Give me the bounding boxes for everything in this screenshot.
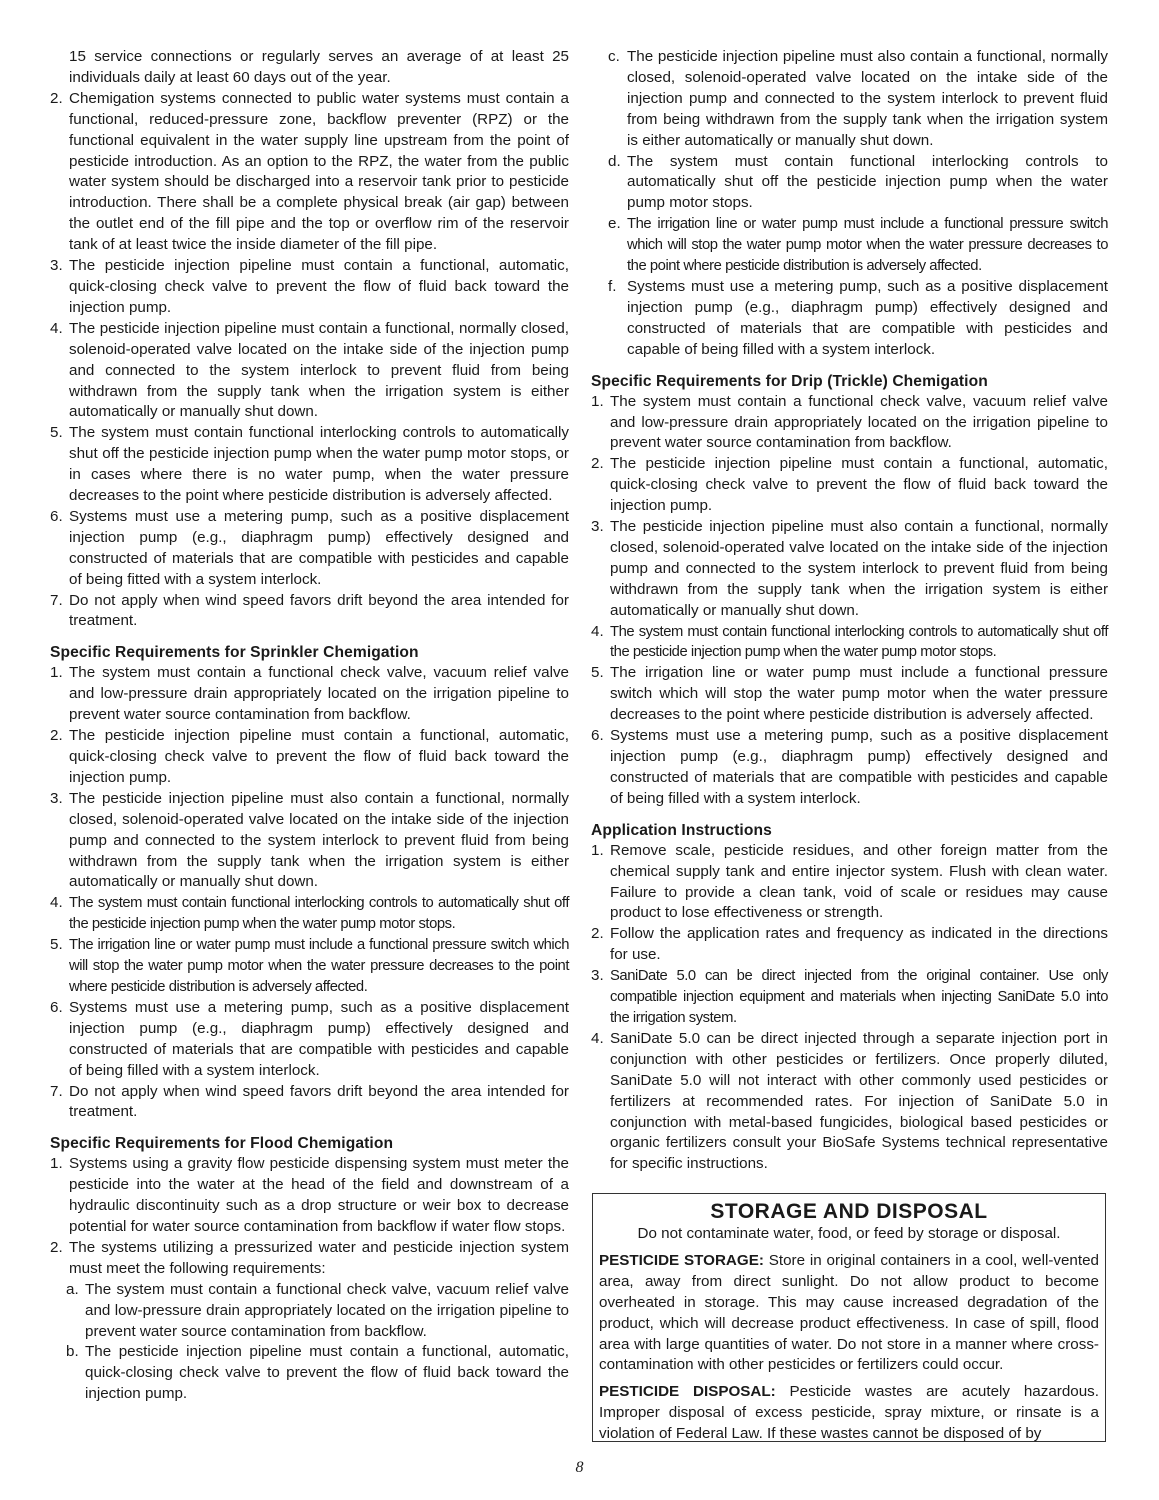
list-item: 1. Systems using a gravity flow pesticide dispensing system must meter the pesticide into the water at the head of the field and downstream of a hydraulic discontinuity such as a drop structure or weir box to decrease potential for water source contamination from backflow if water flow stops. [50,1155,569,1236]
list-item: 1. The system must contain a functional check valve, vacuum relief valve and low-pressure drain appropriately located on the irrigation pipeline to prevent water source contamination from backflow. [591,392,1108,452]
list-item: 3. The pesticide injection pipeline must contain a functional, automatic, quick-closing check valve to prevent the flow of fluid back toward the injection pump. [50,257,569,316]
list-item: 3. The pesticide injection pipeline must also contain a functional, normally closed, solenoid-operated valve located on the intake side of the injection pump and connected to the system interlock to prevent fluid from being withdrawn from the supply tank when the irrigation system is either automatically or manually shut down. [50,789,569,891]
list-item: 7. Do not apply when wind speed favors drift beyond the area intended for treatment. [50,591,569,630]
storage-text: Store in original containers in a cool, well-vented area, away from direct sunlight. Do not allow product to become overheated in storage. This may cause increased degradation of the product, which will decrease product effectiveness. In case of spill, flood area with large quantities of water. Do not store in a manner where cross-contamination with other pesticides or fertilizers could occur. [599,1251,1099,1374]
list-item: 5. The irrigation line or water pump must include a functional pressure switch which will stop the water pump motor when the water pressure decreases to the point where pesticide distribution is adversely affected. [50,936,569,995]
list-item: 5. The system must contain functional interlocking controls to automatically shut off the pesticide injection pump when the water pump motor stops, or in cases where there is no water pump, when the water pressure decreases to the point where pesticide distribution is adversely affected. [50,424,569,505]
storage-title: STORAGE AND DISPOSAL [710,1200,988,1223]
list-item: 2. The pesticide injection pipeline must contain a functional, automatic, quick-closing check valve to prevent the flow of fluid back toward the injection pump. [50,727,569,786]
intro-continuation: 15 service connections or regularly serves an average of at least 25 individuals daily at least 60 days out of the year. [69,48,569,86]
list-item: 4. The system must contain functional interlocking controls to automatically shut off the pesticide injection pump when the water pump motor stops. [50,894,569,933]
sprinkler-heading: Specific Requirements for Sprinkler Chemigation [50,644,419,662]
list-item: 4. The pesticide injection pipeline must contain a functional, normally closed, solenoid-operated valve located on the intake side of the injection pump and connected to the system interlock to prevent fluid from being withdrawn from the supply tank when the irrigation system is either automatically or manually shut down. [50,319,569,421]
disposal-text: Pesticide wastes are acutely hazardous. Improper disposal of excess pesticide, spray mixture, or rinsate is a violation of Federal Law. If these wastes cannot be disposed of by [599,1383,1099,1442]
list-item: 2. Chemigation systems connected to public water systems must contain a functional, reduced-pressure zone, backflow preventer (RPZ) or the functional equivalent in the water supply line upstream from the point of pesticide introduction. As an option to the RPZ, the water from the public water system should be discharged into a reservoir tank prior to pesticide introduction. There shall be a complete physical break (air gap) between the outlet end of the fill pipe and the top or overflow rim of the reservoir tank of at least twice the inside diameter of the fill pipe. [50,89,569,254]
drip-heading: Specific Requirements for Drip (Trickle) Chemigation [591,372,988,390]
storage-disposal-box [592,1193,1106,1442]
list-item: 6. Systems must use a metering pump, such as a positive displacement injection pump (e.g., diaphragm pump) effectively designed and constructed of materials that are compatible with pesticides and capable of being filled with a system interlock. [50,998,569,1079]
storage-label: PESTICIDE STORAGE: [599,1251,764,1269]
sub-list-item: e. The irrigation line or water pump must include a functional pressure switch which will stop the water pump motor when the water pressure decreases to the point where pesticide distribution is adversely affected. [608,215,1108,275]
sub-list-item: c. The pesticide injection pipeline must also contain a functional, normally closed, solenoid-operated valve located on the intake side of the injection pump and connected to the system interlock to prevent fluid from being withdrawn from the supply tank when the irrigation system is either automatically or manually shut down. [608,48,1108,149]
list-item: 1. The system must contain a functional check valve, vacuum relief valve and low-pressure drain appropriately located on the irrigation pipeline to prevent water source contamination from backflow. [50,664,569,724]
disposal-label: PESTICIDE DISPOSAL: [599,1383,776,1401]
sub-list-item: f. Systems must use a metering pump, such as a positive displacement injection pump (e.g., diaphragm pump) effectively designed and constructed of materials that are compatible with pesticides and capable of being filled with a system interlock. [608,277,1108,358]
sub-list-item: b. The pesticide injection pipeline must contain a functional, automatic, quick-closing check valve to prevent the flow of fluid back toward the injection pump. [66,1343,569,1403]
flood-heading: Specific Requirements for Flood Chemigation [50,1135,394,1153]
list-item: 3. The pesticide injection pipeline must also contain a functional, normally closed, solenoid-operated valve located on the intake side of the injection pump and connected to the system interlock to prevent fluid from being withdrawn from the supply tank when the irrigation system is either automatically or manually shut down. [591,518,1108,619]
list-item: 6. Systems must use a metering pump, such as a positive displacement injection pump (e.g., diaphragm pump) effectively designed and constructed of materials that are compatible with pesticides and capable of being fitted with a system interlock. [50,507,569,588]
disposal-paragraph [599,1382,1099,1442]
list-item: 2. The pesticide injection pipeline must contain a functional, automatic, quick-closing check valve to prevent the flow of fluid back toward the injection pump. [591,455,1108,515]
list-item: 5. The irrigation line or water pump must include a functional pressure switch which will stop the water pump motor when the water pressure decreases to the point where pesticide distribution is adversely affected. [591,664,1108,724]
list-item: 2. The systems utilizing a pressurized water and pesticide injection system must meet the following requirements: [50,1238,569,1277]
list-item: 7. Do not apply when wind speed favors drift beyond the area intended for treatment. [50,1082,569,1121]
storage-subtitle: Do not contaminate water, food, or feed by storage or disposal. [637,1225,1061,1242]
page-number: 8 [575,1459,584,1476]
list-item: 3. SaniDate 5.0 can be direct injected from the original container. Use only compatible injection equipment and materials when injecting SaniDate 5.0 into the irrigation system. [591,967,1108,1026]
left-column [50,47,569,1405]
application-heading: Application Instructions [591,821,772,839]
right-column [591,47,1108,1175]
list-item: 2. Follow the application rates and frequency as indicated in the directions for use. [591,925,1108,964]
list-item: 4. The system must contain functional interlocking controls to automatically shut off the pesticide injection pump when the water pump motor stops. [591,622,1108,661]
list-item: 6. Systems must use a metering pump, such as a positive displacement injection pump (e.g., diaphragm pump) effectively designed and constructed of materials that are compatible with pesticides and capable of being filled with a system interlock. [591,727,1108,807]
storage-paragraph [599,1251,1099,1376]
list-item: 4. SaniDate 5.0 can be direct injected through a separate injection port in conjunction with other pesticides or fertilizers. Once properly diluted, SaniDate 5.0 will not interact with other commonly used pesticides or fertilizers at recommended rates. For injection of SaniDate 5.0 in conjunction with metal-based fungicides, biological based pesticides or organic fertilizers consult your BioSafe Systems technical representative for specific instructions. [591,1029,1108,1173]
sub-list-item: d. The system must contain functional interlocking controls to automatically shut off the pesticide injection pump when the water pump motor stops. [608,152,1108,212]
sub-list-item: a. The system must contain a functional check valve, vacuum relief valve and low-pressure drain appropriately located on the irrigation pipeline to prevent water source contamination from backflow. [66,1280,569,1340]
list-item: 1. Remove scale, pesticide residues, and other foreign matter from the chemical supply tank and entire injector system. Flush with clean water. Failure to provide a clean tank, void of scale or residues may cause product to lose effectiveness or strength. [591,841,1108,922]
